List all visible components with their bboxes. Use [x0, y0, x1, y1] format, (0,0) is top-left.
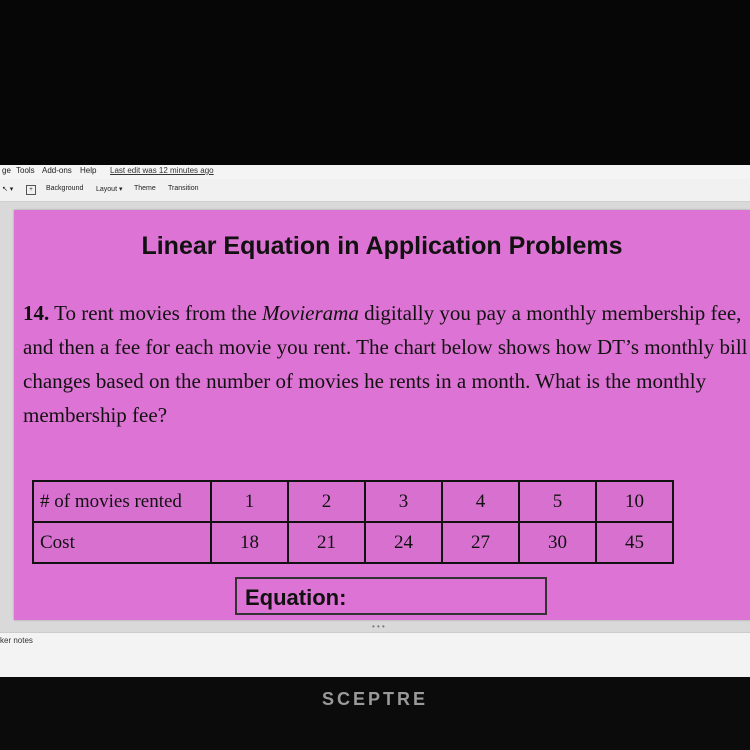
table-cell: 45: [596, 522, 673, 563]
table-cell: 24: [365, 522, 442, 563]
equation-text-box[interactable]: [235, 577, 547, 615]
table-cell: 2: [288, 481, 365, 522]
row-header-movies: # of movies rented: [33, 481, 211, 522]
table-cell: 27: [442, 522, 519, 563]
layout-button[interactable]: Layout ▾: [96, 186, 123, 193]
menu-item-page[interactable]: ge: [2, 166, 11, 175]
problem-text: [23, 296, 750, 432]
menu-item-help[interactable]: Help: [80, 166, 97, 175]
monitor-brand-logo: SCEPTRE: [321, 689, 429, 709]
problem-brand: Movierama: [262, 301, 359, 325]
equation-label: Equation:: [245, 585, 347, 610]
theme-button[interactable]: Theme: [134, 185, 156, 192]
slide-canvas: [0, 202, 750, 632]
table-cell: 5: [519, 481, 596, 522]
monitor-bezel-bottom: [0, 677, 750, 750]
transition-button[interactable]: Transition: [168, 185, 199, 192]
table-cell: 18: [211, 522, 288, 563]
toolbar: [0, 179, 750, 202]
menu-item-addons[interactable]: Add-ons: [42, 166, 72, 175]
comment-box-icon[interactable]: +: [26, 185, 36, 195]
screen: [0, 165, 750, 677]
row-header-cost: Cost: [33, 522, 211, 563]
table-cell: 21: [288, 522, 365, 563]
slide-title: Linear Equation in Application Problems: [141, 232, 623, 260]
problem-text-part1: To rent movies from the: [49, 301, 263, 325]
table-cell: 3: [365, 481, 442, 522]
table-cell: 30: [519, 522, 596, 563]
speaker-notes-label: ker notes: [0, 636, 33, 645]
select-arrow-icon[interactable]: ↖ ▾: [2, 186, 14, 193]
table-cell: 10: [596, 481, 673, 522]
menu-item-tools[interactable]: Tools: [16, 166, 35, 175]
resize-handle-icon[interactable]: • • •: [372, 622, 385, 631]
last-edit-link[interactable]: Last edit was 12 minutes ago: [110, 166, 214, 175]
problem-number: 14.: [23, 301, 50, 325]
table-row: [33, 481, 673, 522]
slide[interactable]: [14, 210, 750, 620]
problem-text-part2: digitally you pay a monthly membership fee, and then a fee for each movie you rent. The chart below shows how DT’s monthly bill changes based on the number of movies he rents in a month. What is the monthly membership fee?: [23, 301, 748, 427]
menu-bar: [0, 165, 750, 179]
background-button[interactable]: Background: [46, 185, 84, 192]
monitor-bezel-top: [0, 0, 750, 165]
table-row: [33, 522, 673, 563]
speaker-notes-panel[interactable]: [0, 632, 750, 678]
table-cell: 4: [442, 481, 519, 522]
movies-cost-table: [32, 480, 674, 564]
table-cell: 1: [211, 481, 288, 522]
